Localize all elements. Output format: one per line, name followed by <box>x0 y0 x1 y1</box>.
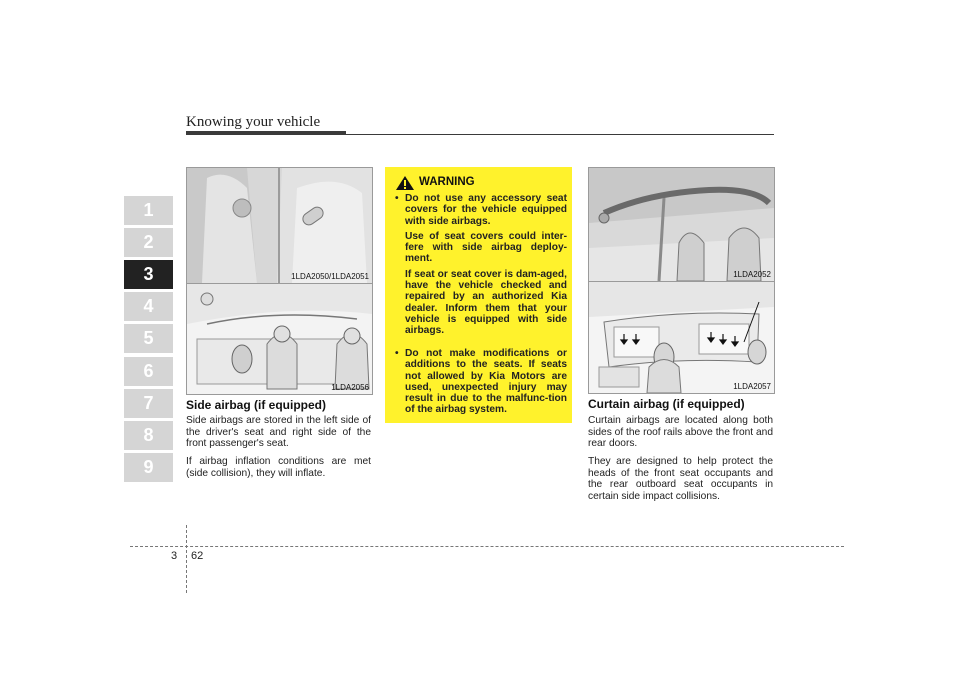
footer-chapter-number: 3 <box>171 550 178 562</box>
warning-box <box>385 167 572 423</box>
chapter-tab-8[interactable]: 8 <box>124 421 173 450</box>
chapter-tab-7[interactable]: 7 <box>124 389 173 418</box>
side-airbag-heading: Side airbag (if equipped) <box>186 398 327 412</box>
warning-item-1-para-2: Use of seat covers could inter-fere with side airbag deploy-ment. <box>405 230 567 265</box>
footer-page-number: 62 <box>191 550 204 562</box>
figure-code-label: 1LDA2052 <box>733 270 771 279</box>
chapter-tab-4[interactable]: 4 <box>124 292 173 321</box>
header-rule <box>186 134 774 135</box>
figure-code-label: 1LDA2057 <box>733 382 771 391</box>
curtain-airbag-heading: Curtain airbag (if equipped) <box>588 397 745 411</box>
footer-vertical-rule <box>186 525 187 593</box>
warning-item-1 <box>395 193 567 341</box>
chapter-tab-1[interactable]: 1 <box>124 196 173 225</box>
warning-item-1-para-3: If seat or seat cover is dam-aged, have the vehicle checked and repaired by an authorized Kia dealer. Inform them that your vehicle is equipped with side airbags. <box>405 268 567 337</box>
bullet-icon: • <box>395 193 399 204</box>
warning-triangle-icon <box>396 176 414 190</box>
figure-curtain-airbag-deployed <box>588 281 775 394</box>
header-title: Knowing your vehicle <box>186 114 321 130</box>
chapter-tab-9[interactable]: 9 <box>124 453 173 482</box>
figure-curtain-airbag-location <box>588 167 775 282</box>
figure-code-label: 1LDA2050/1LDA2051 <box>291 272 369 281</box>
bullet-icon: • <box>395 348 399 359</box>
footer-rule <box>130 546 844 547</box>
chapter-tab-2[interactable]: 2 <box>124 228 173 257</box>
figure-code-label: 1LDA2056 <box>331 383 369 392</box>
figure-side-airbag-deployed <box>186 283 373 395</box>
figure-seat-side-airbag <box>186 167 373 284</box>
side-airbag-paragraph-2: If airbag inflation conditions are met (side collision), they will inflate. <box>186 456 371 479</box>
chapter-tab-3[interactable]: 3 <box>124 260 173 289</box>
warning-item-2 <box>395 348 567 420</box>
curtain-airbag-paragraph-1: Curtain airbags are located along both sides of the roof rails above the front and rear doors. <box>588 415 773 449</box>
warning-title: WARNING <box>419 176 475 188</box>
curtain-airbag-paragraph-2: They are designed to help protect the heads of the front seat occupants and the rear outboard seat occupants in certain side impact collisions. <box>588 456 773 502</box>
chapter-tab-5[interactable]: 5 <box>124 324 173 353</box>
warning-item-2-para-1: Do not make modifications or additions to the seats. If seats not allowed by Kia Motors are used, unexpected injury may result in due to the malfunc-tion of the airbag system. <box>405 348 567 416</box>
warning-item-1-para-1: Do not use any accessory seat covers for the vehicle equipped with side airbags. <box>405 193 567 227</box>
side-airbag-paragraph-1: Side airbags are stored in the left side of the driver's seat and right side of the front passenger's seat. <box>186 415 371 449</box>
chapter-tab-6[interactable]: 6 <box>124 357 173 386</box>
